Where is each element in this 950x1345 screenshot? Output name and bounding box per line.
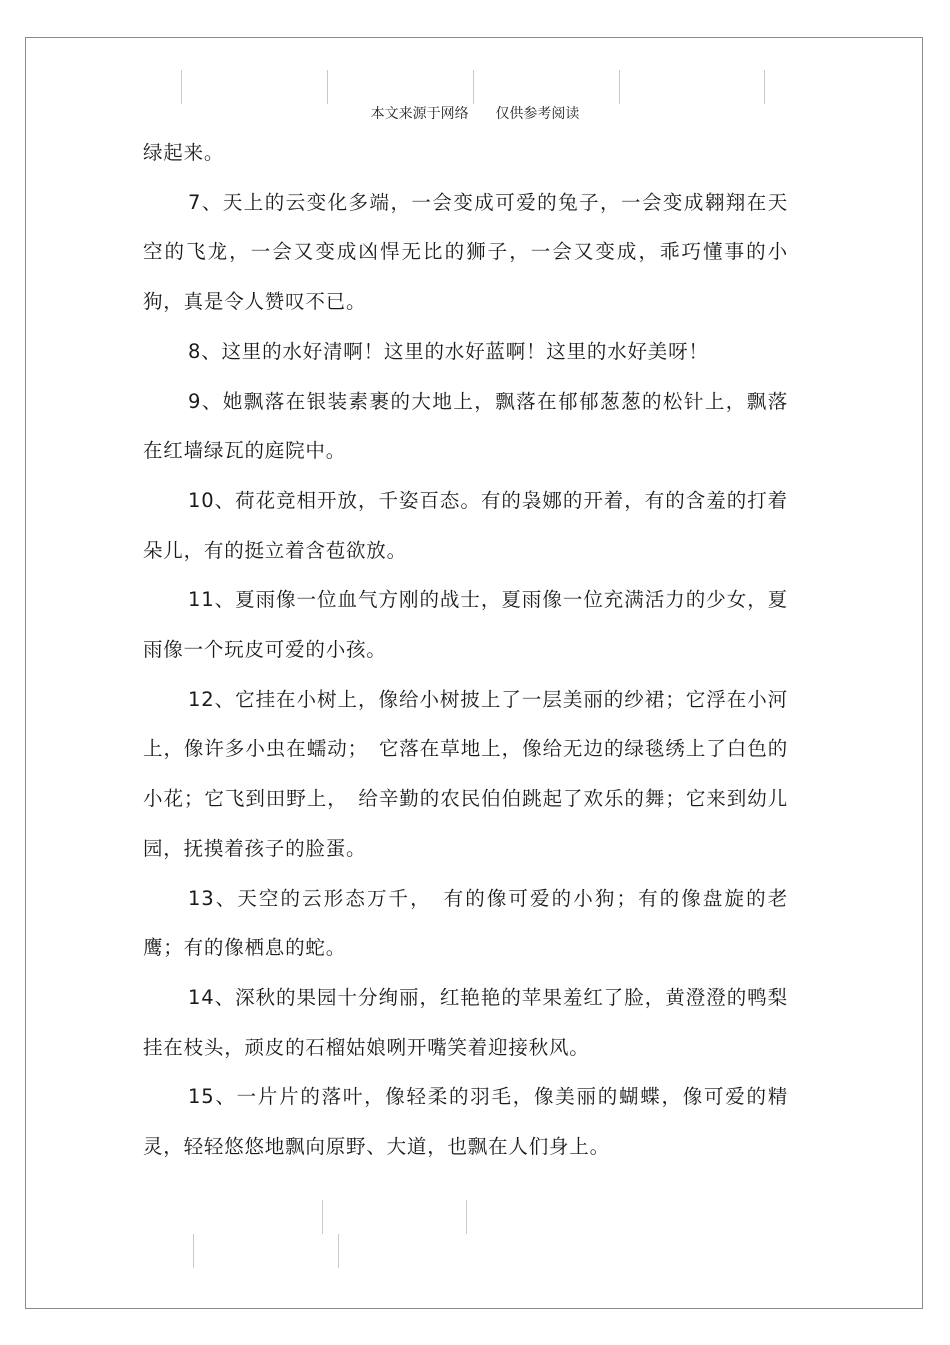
source-note: 本文来源于网络 仅供参考阅读 (370, 106, 580, 122)
paragraph: 12、它挂在小树上，像给小树披上了一层美丽的纱裙；它浮在小河上，像许多小虫在蠕动； 它落在草地上，像给无边的绿毯绣上了白色的小花；它飞到田野上， 给辛勤的农民伯伯跳起了欢乐的舞；它来到幼儿园，抚摸着孩子的脸蛋。 (143, 687, 788, 860)
decorative-line (322, 1200, 323, 1234)
paragraph: 13、天空的云形态万千， 有的像可爱的小狗；有的像盘旋的老鹰；有的像栖息的蛇。 (143, 886, 788, 960)
paragraph: 9、她飘落在银装素裹的大地上，飘落在郁郁葱葱的松针上，飘落在红墙绿瓦的庭院中。 (143, 389, 788, 463)
paragraph: 11、夏雨像一位血气方刚的战士，夏雨像一位充满活力的少女，夏雨像一个玩皮可爱的小孩。 (143, 588, 788, 662)
paragraph: 14、深秋的果园十分绚丽，红艳艳的苹果羞红了脸，黄澄澄的鸭梨挂在枝头，顽皮的石榴姑娘咧开嘴笑着迎接秋风。 (143, 985, 788, 1059)
decorative-line (764, 70, 765, 104)
decorative-line (181, 70, 182, 104)
decorative-line (193, 1234, 194, 1268)
paragraph: 绿起来。 (143, 141, 225, 164)
paragraph: 7、天上的云变化多端，一会变成可爱的兔子，一会变成翱翔在天空的飞龙，一会又变成凶悍无比的狮子，一会又变成，乖巧懂事的小狗，真是令人赞叹不已。 (143, 190, 788, 314)
decorative-line (473, 70, 474, 104)
paragraph: 15、一片片的落叶，像轻柔的羽毛，像美丽的蝴蝶，像可爱的精灵，轻轻悠悠地飘向原野、大道，也飘在人们身上。 (143, 1085, 788, 1159)
decorative-line (338, 1234, 339, 1268)
document-body (143, 128, 788, 1172)
decorative-line (327, 70, 328, 104)
paragraph: 10、荷花竞相开放，千姿百态。有的袅娜的开着，有的含羞的打着朵儿，有的挺立着含苞欲放。 (143, 488, 788, 562)
paragraph: 8、这里的水好清啊！这里的水好蓝啊！这里的水好美呀！ (188, 339, 709, 363)
decorative-line (466, 1200, 467, 1234)
decorative-line (619, 70, 620, 104)
